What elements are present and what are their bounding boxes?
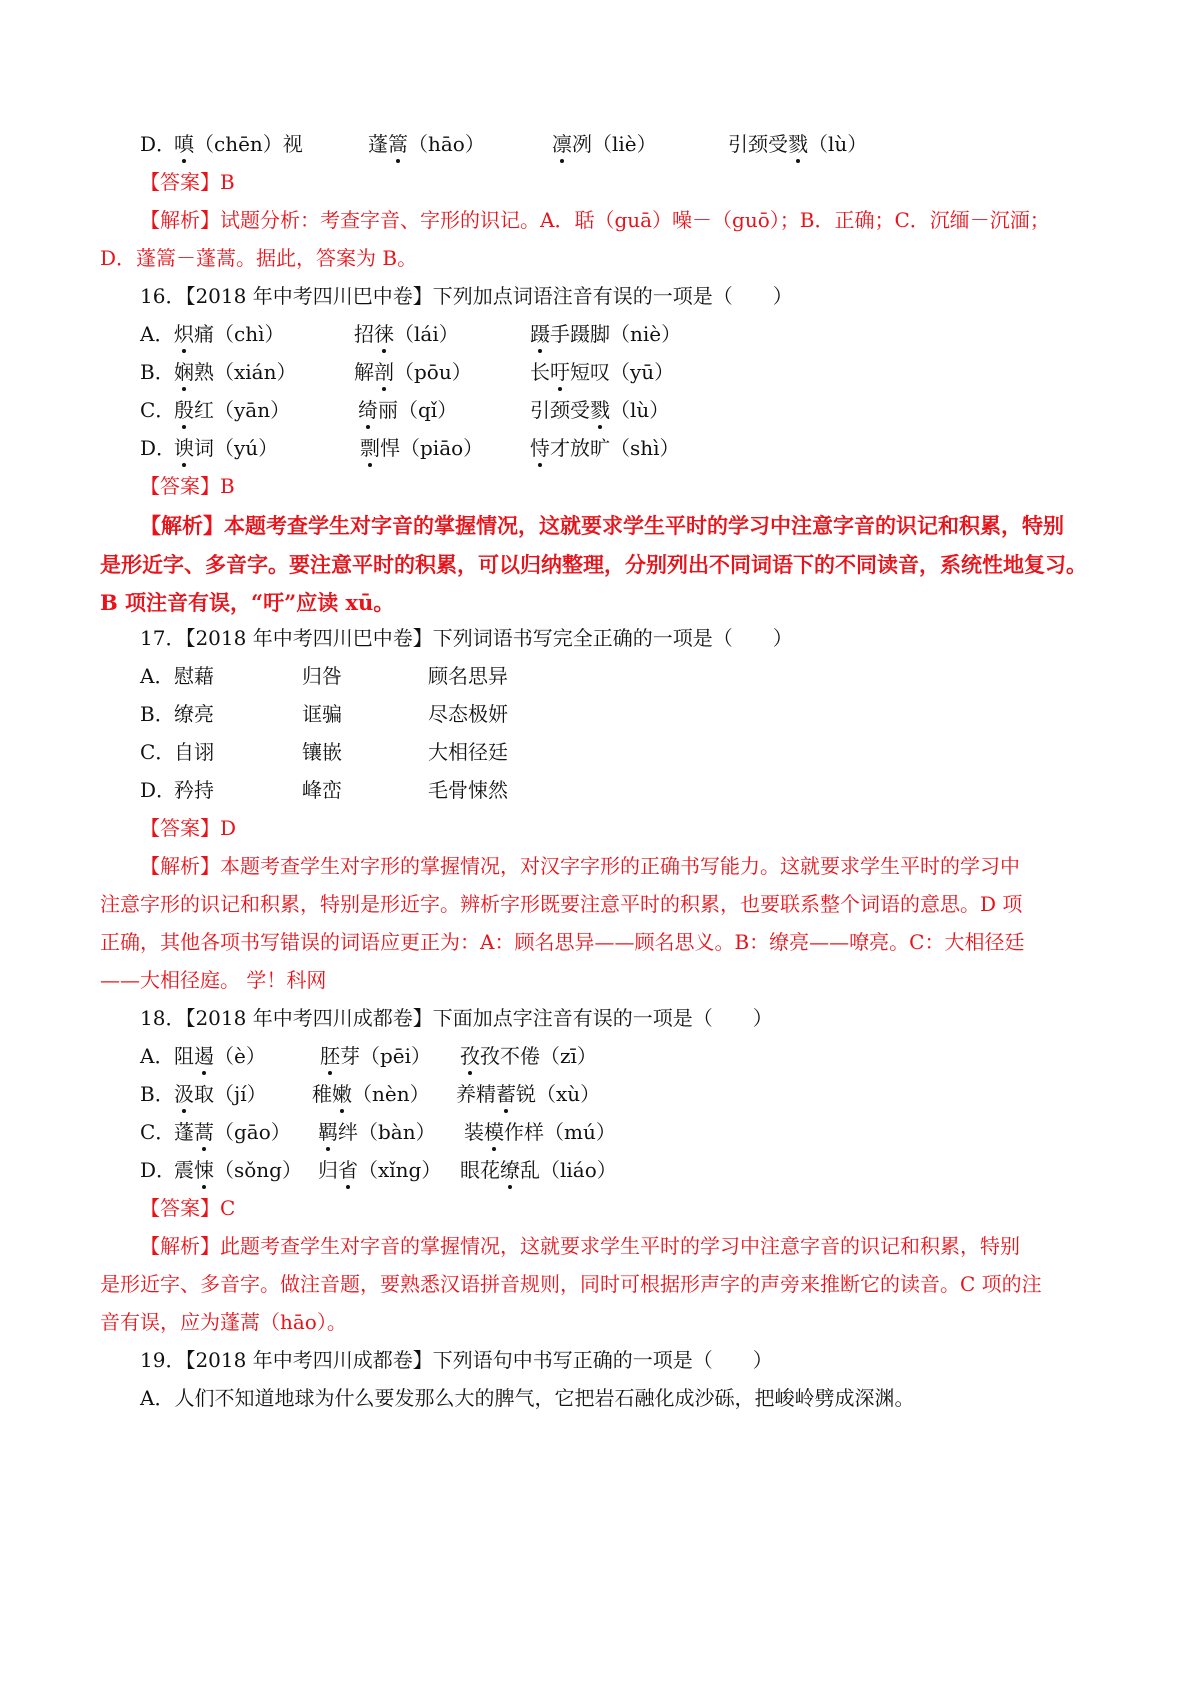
option-word: 自诩 (174, 740, 214, 764)
option-item: 绮丽（qǐ） (358, 390, 457, 430)
dotted-char: 吁 (550, 352, 570, 392)
dotted-char: 戮 (788, 124, 808, 164)
option-item: 震悚（sǒng） (174, 1150, 302, 1190)
q16-answer: 【答案】B (140, 474, 235, 498)
dotted-char: 绮 (358, 390, 378, 430)
option-item: 胚芽（pēi） (320, 1036, 431, 1076)
q18-stem: 18．【2018 年中考四川成都卷】下面加点字注音有误的一项是（ ） (140, 1006, 773, 1030)
dotted-char: 篙 (388, 124, 408, 164)
option-item: 炽痛（chì） (174, 314, 284, 354)
option-item: 孜孜不倦（zī） (460, 1036, 597, 1076)
option-item: 引颈受戮（lù） (728, 124, 867, 164)
dotted-char: 娴 (174, 352, 194, 392)
q17-stem: 17．【2018 年中考四川巴中卷】下列词语书写完全正确的一项是（ ） (140, 626, 793, 650)
dotted-char: 遏 (194, 1036, 214, 1076)
dotted-char: 孜 (460, 1036, 480, 1076)
q17-analysis-line: 【解析】本题考查学生对字形的掌握情况，对汉字字形的正确书写能力。这就要求学生平时的学习中 (140, 854, 1020, 878)
option-item: 嗔（chēn）视 (174, 124, 303, 164)
option-item: 引颈受戮（lù） (530, 390, 669, 430)
dotted-char: 恃 (530, 428, 550, 468)
q17-analysis-line: 正确，其他各项书写错误的词语应更正为：A：顾名思异——顾名思义。B：缭亮——嘹亮。C：大相径廷 (100, 930, 1025, 954)
option-word: 大相径廷 (428, 740, 508, 764)
option-item: 长吁短叹（yū） (530, 352, 674, 392)
option-word: 慰藉 (174, 664, 214, 688)
dotted-char: 殷 (174, 390, 194, 430)
q17-answer: 【答案】D (140, 816, 237, 840)
dotted-char: 蓄 (496, 1074, 516, 1114)
dotted-char: 剖 (374, 352, 394, 392)
q16-option-a: A． 炽痛（chì） 招徕（lái） 蹑手蹑脚（niè） (0, 314, 1200, 354)
q18-option-b: B． 汲取（jí） 稚嫩（nèn） 养精蓄锐（xù） (0, 1074, 1200, 1114)
option-item: 娴熟（xián） (174, 352, 296, 392)
option-item: 解剖（pōu） (354, 352, 472, 392)
option-word: 诓骗 (302, 702, 342, 726)
q16-option-c: C． 殷红（yān） 绮丽（qǐ） 引颈受戮（lù） (0, 390, 1200, 430)
q17-option-b: B． 缭亮 诓骗 尽态极妍 (0, 694, 1200, 734)
dotted-char: 炽 (174, 314, 194, 354)
option-item: 养精蓄锐（xù） (456, 1074, 600, 1114)
dotted-char: 蒿 (194, 1112, 214, 1152)
q18-option-d: D． 震悚（sǒng） 归省（xǐng） 眼花缭乱（liáo） (0, 1150, 1200, 1190)
option-item: 蓬蒿（gāo） (174, 1112, 291, 1152)
dotted-char: 嫩 (332, 1074, 352, 1114)
dotted-char: 戮 (590, 390, 610, 430)
q18-option-c: C． 蓬蒿（gāo） 羁绊（bàn） 装模作样（mú） (0, 1112, 1200, 1152)
q16-analysis-line: B 项注音有误，“吁”应读 xū。 (100, 590, 395, 615)
option-word: 顾名思异 (428, 664, 508, 688)
q18-answer: 【答案】C (140, 1196, 236, 1220)
dotted-char: 蹑 (530, 314, 550, 354)
dotted-char: 徕 (374, 314, 394, 354)
q17-option-d: D． 矜持 峰峦 毛骨悚然 (0, 770, 1200, 810)
option-label: D． (140, 132, 177, 156)
q16-analysis-line: 是形近字、多音字。要注意平时的积累，可以归纳整理，分别列出不同词语下的不同读音，系统性地复习。 (100, 552, 1087, 577)
q18-analysis-line: 音有误，应为蓬蒿（hāo）。 (100, 1310, 347, 1334)
dotted-char: 省 (338, 1150, 358, 1190)
option-word: 尽态极妍 (428, 702, 508, 726)
option-word: 镶嵌 (302, 740, 342, 764)
q15-analysis-line: D．蓬篙－蓬蒿。据此，答案为 B。 (100, 246, 418, 270)
dotted-char: 汲 (174, 1074, 194, 1114)
option-item: 归省（xǐng） (318, 1150, 441, 1190)
option-item: 汲取（jí） (174, 1074, 267, 1114)
dotted-char: 剽 (360, 428, 380, 468)
option-item: 恃才放旷（shì） (530, 428, 680, 468)
option-item: 蓬篙（hāo） (368, 124, 485, 164)
option-item: 稚嫩（nèn） (312, 1074, 430, 1114)
option-item: 剽悍（piāo） (360, 428, 483, 468)
q18-option-a: A． 阻遏（è） 胚芽（pēi） 孜孜不倦（zī） (0, 1036, 1200, 1076)
dotted-char: 凛 (552, 124, 572, 164)
q18-analysis-line: 【解析】此题考查学生对字音的掌握情况，这就要求学生平时的学习中注意字音的识记和积累，特别 (140, 1234, 1020, 1258)
dotted-char: 羁 (318, 1112, 338, 1152)
option-item: 蹑手蹑脚（niè） (530, 314, 681, 354)
option-item: 羁绊（bàn） (318, 1112, 436, 1152)
option-word: 矜持 (174, 778, 214, 802)
dotted-char: 悚 (194, 1150, 214, 1190)
option-item: 装模作样（mú） (464, 1112, 616, 1152)
dotted-char: 嗔 (174, 124, 194, 164)
dotted-char: 模 (484, 1112, 504, 1152)
q16-option-d: D． 谀词（yú） 剽悍（piāo） 恃才放旷（shì） (0, 428, 1200, 468)
dotted-char: 胚 (320, 1036, 340, 1076)
q17-option-a: A． 慰藉 归咎 顾名思异 (0, 656, 1200, 696)
q19-option-a: A．人们不知道地球为什么要发那么大的脾气，它把岩石融化成沙砾，把峻岭劈成深渊。 (140, 1386, 915, 1410)
q17-option-c: C． 自诩 镶嵌 大相径廷 (0, 732, 1200, 772)
option-word: 峰峦 (302, 778, 342, 802)
option-item: 阻遏（è） (174, 1036, 266, 1076)
q19-stem: 19．【2018 年中考四川成都卷】下列语句中书写正确的一项是（ ） (140, 1348, 773, 1372)
q17-analysis-line: ——大相径庭。 学！科网 (100, 968, 327, 992)
dotted-char: 缭 (500, 1150, 520, 1190)
q15-answer: 【答案】B (140, 170, 235, 194)
option-item: 殷红（yān） (174, 390, 290, 430)
q15-analysis-line: 【解析】试题分析：考查字音、字形的识记。A．聒（guā）噪－（guō）；B．正确；C．沉缅－沉湎； (140, 208, 1050, 232)
q18-analysis-line: 是形近字、多音字。做注音题，要熟悉汉语拼音规则，同时可根据形声字的声旁来推断它的读音。C 项的注 (100, 1272, 1042, 1296)
q16-analysis-line: 【解析】本题考查学生对字音的掌握情况，这就要求学生平时的学习中注意字音的识记和积累，特别 (140, 513, 1064, 538)
option-word: 归咎 (302, 664, 342, 688)
q17-analysis-line: 注意字形的识记和积累，特别是形近字。辨析字形既要注意平时的积累，也要联系整个词语的意思。D 项 (100, 892, 1023, 916)
option-item: 眼花缭乱（liáo） (460, 1150, 617, 1190)
q16-option-b: B． 娴熟（xián） 解剖（pōu） 长吁短叹（yū） (0, 352, 1200, 392)
option-item: 招徕（lái） (354, 314, 459, 354)
option-word: 毛骨悚然 (428, 778, 508, 802)
q15-option-d (0, 124, 1200, 164)
dotted-char: 谀 (174, 428, 194, 468)
option-word: 缭亮 (174, 702, 214, 726)
option-item: 凛冽（liè） (552, 124, 657, 164)
q16-stem: 16．【2018 年中考四川巴中卷】下列加点词语注音有误的一项是（ ） (140, 284, 793, 308)
option-item: 谀词（yú） (174, 428, 278, 468)
